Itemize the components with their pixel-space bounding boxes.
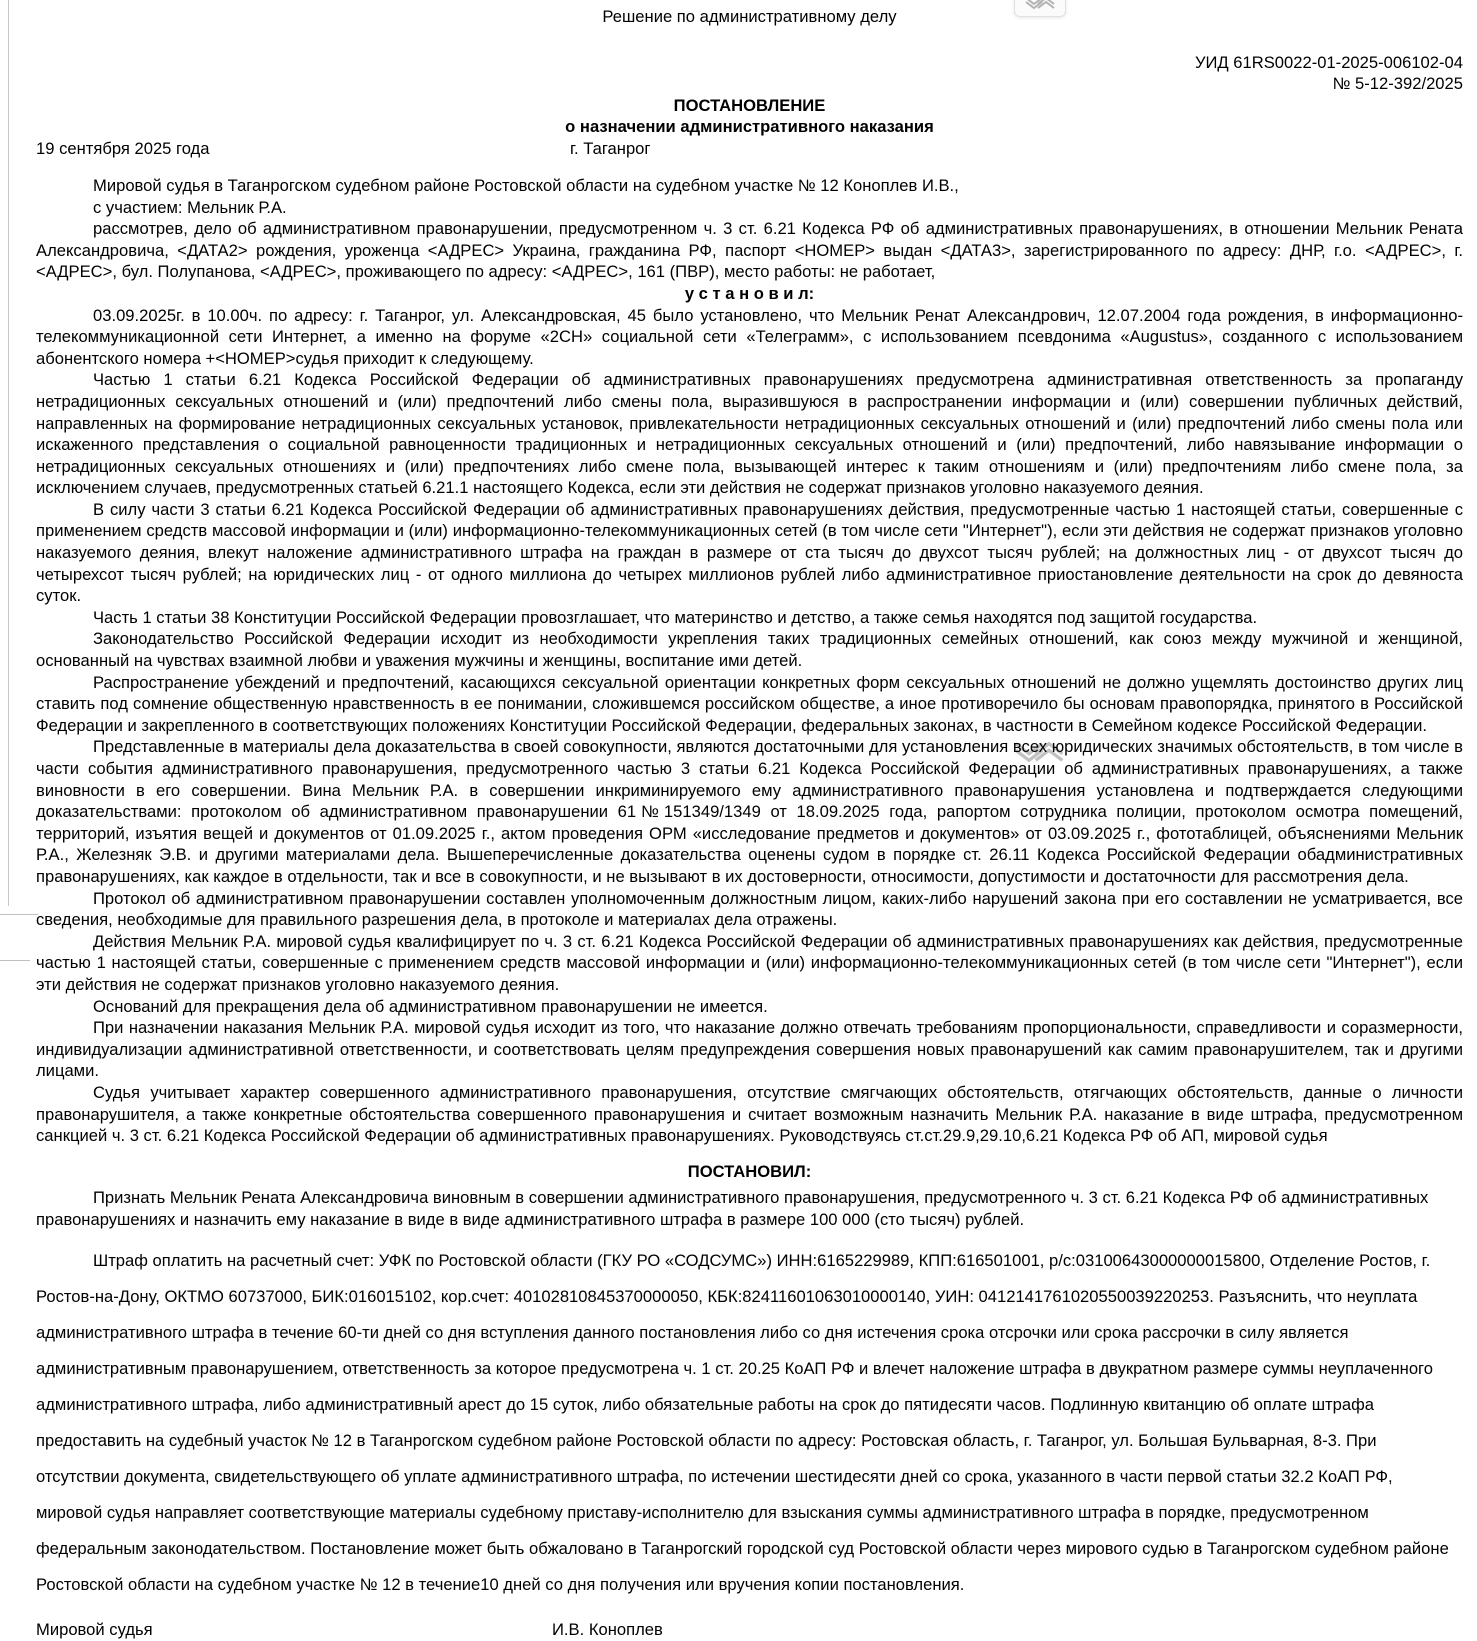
ustanovil-heading: у с т а н о в и л: [684,283,815,303]
resolution-subtitle: о назначении административного наказания [565,117,934,137]
document-body [36,6,1463,1641]
body-paragraph: 03.09.2025г. в 10.00ч. по адресу: г. Таганрог, ул. Александровская, 45 было установлено, что Мельник Ренат Александрович, 12.07.2004 года рождения, в информационно-телекоммуникационной сети Интернет, а именно на форуме «2СН» социальной сети «Телеграмм», с использованием псевдонима «Augustus», созданного с использованием абонентского номера +<НОМЕР>судья приходит к следующему. [36,305,1463,368]
case-number: № 5-12-392/2025 [1332,74,1463,94]
signature-name: И.В. Коноплев [552,1620,663,1640]
body-paragraph: Представленные в материалы дела доказательства в своей совокупности, являются достаточными для установления всех юридических значимых обстоятельств, в том числе в части события административного правонарушения, предусмотренного частью 3 статьи 6.21 Кодекса Российской Федерации об административных правонарушениях, а также виновности в его совершении. Вина Мельник Р.А. в совершении инкриминируемого ему административного правонарушения установлена и подтверждается следующими доказательствами: протоколом об административном правонарушении 61№151349/1349 от 18.09.2025 года, рапортом сотрудника полиции, протоколом осмотра помещений, территорий, изъятия вещей и документов от 01.09.2025 г., актом проведения ОРМ «исследование предметов и документов» от 03.09.2025 г., фототаблицей, объяснениями Мельник Р.А., Железняк Э.В. и другими материалами дела. Вышеперечисленные доказательства оценены судом в порядке ст. 26.11 Кодекса Российской Федерации обадминистративных правонарушениях, как каждое в отдельности, так и все в совокупности, и не вызывают в их достоверности, относимости, допустимости и достаточности для рассмотрения дела. [36,737,1463,886]
body-paragraph: Законодательство Российской Федерации исходит из необходимости укрепления таких традиционных семейных отношений, как союз между мужчиной и женщиной, основанный на чувствах взаимной любви и уважения мужчины и женщины, воспитание ими детей. [36,629,1463,671]
resolution-place: г. Таганрог [570,138,651,158]
body-paragraph: При назначении наказания Мельник Р.А. мировой судья исходит из того, что наказание должно отвечать требованиям пропорциональности, справедливости и соразмерности, индивидуализации административной ответственности, и соответствовать целям предупреждения совершения новых правонарушений как самим правонарушителем, так и другими лицами. [36,1018,1463,1081]
intro-paragraph: с участием: Мельник Р.А. [93,197,287,217]
body-paragraph: Частью 1 статьи 6.21 Кодекса Российской Федерации об административных правонарушениях предусмотрена административная ответственность за пропаганду нетрадиционных сексуальных отношений и (или) предпочтений либо смены пола, выразившуюся в распространении информации и (или) совершении публичных действий, направленных на формирование нетрадиционных сексуальных установок, привлекательности нетрадиционных сексуальных отношений и (или) предпочтений либо смены пола или искаженного представления о социальной равноценности традиционных и нетрадиционных сексуальных отношений и (или) предпочтений, либо навязывание информации о нетрадиционных сексуальных отношениях и (или) предпочтениях либо смене пола, вызывающей интерес к таким отношениям и (или) предпочтениям либо смене пола, за исключением случаев, предусмотренных статьей 6.21.1 настоящего Кодекса, если эти действия не содержат признаков уголовно наказуемого деяния. [36,370,1463,498]
page-edge-divider [8,0,9,906]
resolution-title: ПОСТАНОВЛЕНИЕ [673,95,826,115]
page-break-line [0,914,38,915]
page-break-line [0,960,30,961]
postanovil-heading: ПОСТАНОВИЛ: [687,1161,812,1181]
signature-role: Мировой судья [36,1620,153,1640]
case-uid: УИД 61RS0022-01-2025-006102-04 [1194,52,1463,72]
body-paragraph: В силу части 3 статьи 6.21 Кодекса Российской Федерации об административных правонарушениях действия, предусмотренные частью 1 настоящей статьи, совершенные с применением средств массовой информации и (или) информационно-телекоммуникационных сетей (в том числе сети "Интернет"), если эти действия не содержат признаков уголовно наказуемого деяния, влекут наложение административного штрафа на граждан в размере от ста тысяч до двухсот тысяч рублей; на должностных лиц - от двухсот тысяч до четырехсот тысяч рублей; на юридических лиц - от одного миллиона до четырех миллионов рублей либо административное приостановление деятельности на срок до девяноста суток. [36,499,1463,606]
body-paragraph: Протокол об административном правонарушении составлен уполномоченным должностным лицом, каких-либо нарушений закона при его составлении не усматривается, все сведения, необходимые для правильного разрешения дела, в протоколе и материалах дела отражены. [36,888,1463,930]
verdict-paragraph: Признать Мельник Рената Александровича виновным в совершении административного правонарушения, предусмотренного ч. 3 ст. 6.21 Кодекса РФ об административных правонарушениях и назначить ему наказание в виде в виде административного штрафа в размере 100 000 (сто тысяч) рублей. [36,1188,1429,1229]
body-paragraph: Распространение убеждений и предпочтений, касающихся сексуальной ориентации конкретных форм сексуальных отношений не должно ущемлять достоинство других лиц ставить под сомнение общественную нравственность в ее понимании, сложившемся российском обществе, а иное противоречило бы основам правопорядка, принятого в Российской Федерации и закрепленного в соответствующих положениях Конституции Российской Федерации, федеральных законах, в частности в Семейном кодексе Российской Федерации. [36,672,1463,735]
body-paragraph: Судья учитывает характер совершенного административного правонарушения, отсутствие смягчающих обстоятельств, отягчающих обстоятельств, данные о личности правонарушителя, а также конкретные обстоятельства совершенного правонарушения и считает возможным назначить Мельник Р.А. наказание в виде штрафа, предусмотренном санкцией ч. 3 ст. 6.21 Кодекса Российской Федерации об административных правонарушениях. Руководствуясь ст.ст.29.9,29.10,6.21 Кодекса РФ об АП, мировой судья [36,1082,1463,1146]
payment-details-paragraph: Штраф оплатить на расчетный счет: УФК по Ростовской области (ГКУ РО «СОДСУМС») ИНН:6165229989, КПП:616501001, р/с:03100643000000015800, Отделение Ростов, г. Ростов-на-Дону, ОКТМО 60737000, БИК:016015102, кор.счет: 40102810845370000050, КБК:82411601063010000140, УИН: 0412141761020550039220253. Разъяснить, что неуплата административного штрафа в течение 60-ти дней со дня вступления данного постановления либо со дня истечения срока отсрочки или срока рассрочки в силу является административным правонарушением, ответственность за которое предусмотрена ч. 1 ст. 20.25 КоАП РФ и влечет наложение штрафа в двукратном размере суммы неуплаченного административного штрафа, либо административный арест до 15 суток, либо обязательные работы на срок до пятидесяти часов. Подлинную квитанцию об оплате штрафа предоставить на судебный участок № 12 в Таганрогском судебном районе Ростовской области по адресу: Ростовская область, г. Таганрог, ул. Большая Бульварная, 8-3. При отсутствии документа, свидетельствующего об уплате административного штрафа, по истечении шестидесяти дней со срока, указанного в части первой статьи 32.2 КоАП РФ, мировой судья направляет соответствующие материалы судебному приставу-исполнителю для взыскания суммы административного штрафа в порядке, предусмотренном федеральным законодательством. Постановление может быть обжаловано в Таганрогский городской суд Ростовской области через мирового судью в Таганрогском судебном районе Ростовской области на судебном участке № 12 в течение10 дней со дня получения или вручения копии постановления. [36,1251,1449,1595]
case-identifiers [36,52,1463,95]
date-place-line [36,138,1463,160]
body-paragraph: Часть 1 статьи 38 Конституции Российской Федерации провозглашает, что материнство и детство, а также семья находятся под защитой государства. [93,607,1258,627]
resolution-date: 19 сентября 2025 года [36,138,210,158]
body-paragraph: Действия Мельник Р.А. мировой судья квалифицирует по ч. 3 ст. 6.21 Кодекса Российской Федерации об административных правонарушениях как действия, предусмотренные частью 1 настоящей статьи, совершенные с применением средств массовой информации и (или) информационно-телекоммуникационных сетей (в том числе сети "Интернет"), если эти действия не содержат признаков уголовно наказуемого деяния. [36,931,1463,994]
intro-paragraph: Мировой судья в Таганрогском судебном районе Ростовской области на судебном участке № 12 Коноплев И.В., [93,175,959,195]
document-type-title: Решение по административному делу [602,7,897,26]
intro-paragraph: рассмотрев, дело об административном правонарушении, предусмотренном ч. 3 ст. 6.21 Кодекса РФ об административных правонарушениях, в отношении Мельник Рената Александровича, <ДАТА2> рождения, уроженца <АДРЕС> Украина, гражданина РФ, паспорт <НОМЕР> выдан <ДАТА3>, зарегистрированного по адресу: ДНР, г.о. <АДРЕС>, г. <АДРЕС>, бул. Полупанова, <АДРЕС>, проживающего по адресу: <АДРЕС>, 161 (ПВР), место работы: не работает, [36,219,1463,282]
body-paragraph: Оснований для прекращения дела об административном правонарушении не имеется. [93,996,768,1016]
signature-line [36,1619,1463,1641]
